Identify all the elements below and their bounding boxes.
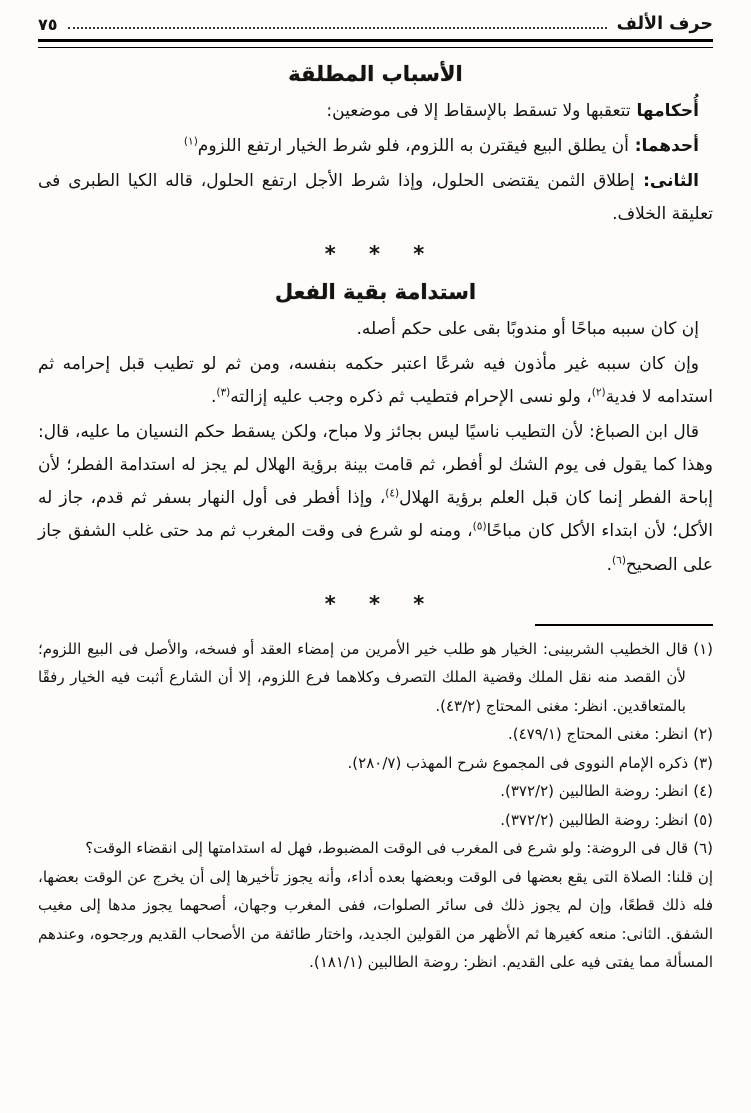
paragraph xyxy=(38,313,713,346)
footnotes-area xyxy=(38,624,713,977)
paragraph-text: إطلاق الثمن يقتضى الحلول، وإذا شرط الأجل ارتفع الحلول، قاله الكيا الطبرى فى تعليقة الخلاف. xyxy=(38,171,713,225)
footnote-text: انظر: روضة الطالبين (٣٧٢/٢). xyxy=(500,810,689,829)
footnote-2 xyxy=(38,720,713,749)
paragraph xyxy=(38,348,713,414)
footnote-marker: (٤) xyxy=(693,782,713,801)
dotted-leader xyxy=(68,26,607,29)
footnote-text: قال الخطيب الشربينى: الخيار هو طلب خير الأمرين من إمضاء العقد أو فسخه، والأصل فى البيع اللزوم؛ لأن القصد منه نقل الملك وقضية الملك التصرف وكلاهما فرع اللزوم، إلا أن الشارع أثبت فيه الخيار رفقًا بالمتعاقدين. انظر: مغنى المحتاج (٤٣/٢). xyxy=(38,639,689,715)
paragraph-text: أن يطلق البيع فيقترن به اللزوم، فلو شرط الخيار ارتفع اللزوم$^{(١)}$ xyxy=(183,135,629,157)
footnote-text: ذكره الإمام النووى فى المجموع شرح المهذب (٢٨٠/٧). xyxy=(347,753,689,772)
paragraph xyxy=(38,130,713,163)
footnote-separator-rule xyxy=(535,624,713,626)
paragraph-text: قال ابن الصباغ: لأن التطيب ناسيًا ليس بجائز ولا مباح، ولكن يسقط حكم النسيان ما عليه، قال: وهذا كما يقول فى يوم الشك لو أفطر، ثم قامت بينة برؤية الهلال لم يجز له استدامة الفطر؛ لأن إباحة الفطر إنما كان قبل العلم برؤية الهلال$^{(٤)}$، وإذا أفطر فى أول النهار بسفر ثم قدم، جاز له الأكل؛ لأن ابتداء الأكل كان مباحًا$^{(٥)}$، ومنه لو شرع فى وقت المغرب ثم مد حتى غلب الشفق جاز على الصحيح$^{(٦)}$. xyxy=(38,421,713,575)
paragraph xyxy=(38,165,713,231)
footnote-4 xyxy=(38,777,713,806)
paragraph-lead: أُحكامها xyxy=(630,101,699,121)
footnote-6 xyxy=(38,834,713,977)
footnote-text: انظر: مغنى المحتاج (٤٧٩/١). xyxy=(508,725,689,744)
page-number: ٧٥ xyxy=(38,15,58,34)
page-header xyxy=(38,14,713,34)
paragraph xyxy=(38,416,713,582)
header-double-rule xyxy=(38,39,713,48)
footnote-marker: (٦) xyxy=(693,839,713,858)
paragraph-lead: أحدهما: xyxy=(628,136,699,157)
footnote-text: انظر: روضة الطالبين (٣٧٢/٢). xyxy=(500,782,689,801)
chapter-title: حرف الألف xyxy=(616,14,713,34)
section-title-continuation-of-act: استدامة بقية الفعل xyxy=(274,279,477,304)
section-title-absolute-causes: الأسباب المطلقة xyxy=(288,62,463,86)
footnote-marker: (٢) xyxy=(693,725,713,744)
page-body xyxy=(38,62,713,616)
footnote-3 xyxy=(38,749,713,778)
footnote-text: قال فى الروضة: ولو شرع فى المغرب فى الوقت المضبوط، فهل له استدامتها إلى انقضاء الوقت؟ xyxy=(85,839,689,858)
stars-separator: * * * xyxy=(324,591,427,616)
paragraph-text: تتعقبها ولا تسقط بالإسقاط إلا فى موضعين: xyxy=(326,101,631,121)
footnote-marker: (١) xyxy=(693,639,713,658)
paragraph-text: وإن كان سببه غير مأذون فيه شرعًا اعتبر حكمه بنفسه، ومن ثم لو تطيب قبل إحرامه ثم استدامه لا فدية$^{(٢)}$، ولو نسى الإحرام فتطيب ثم ذكره وجب عليه إزالته$^{(٣)}$. xyxy=(38,353,713,407)
paragraph xyxy=(38,95,713,128)
footnote-continuation: إن قلنا: الصلاة التى يقع بعضها فى الوقت وبعضها بعده أداء، وأنه يجوز تأخيرها إلى أن يخرج عن الوقت بعضها، فله ذلك قطعًا، وإن لم يجوز ذلك فى سائر الصلوات، ففى المغرب وجهان، أصحهما يجوز مدها إلى مغيب الشفق. الثانى: منعه كغيرها ثم الأظهر من القولين الجديد، واختار طائفة من الأصحاب القديم ورجحوه، وعندهم المسألة مما يفتى فيه على القديم. انظر: روضة الطالبين (١٨١/١). xyxy=(38,867,713,972)
footnote-1 xyxy=(38,635,713,721)
stars-separator: * * * xyxy=(324,241,427,266)
footnote-marker: (٣) xyxy=(693,753,713,772)
paragraph-text: إن كان سببه مباحًا أو مندوبًا بقى على حكم أصله. xyxy=(356,318,699,339)
paragraph-lead: الثانى: xyxy=(634,171,700,192)
footnote-marker: (٥) xyxy=(693,810,713,829)
footnote-5 xyxy=(38,806,713,835)
